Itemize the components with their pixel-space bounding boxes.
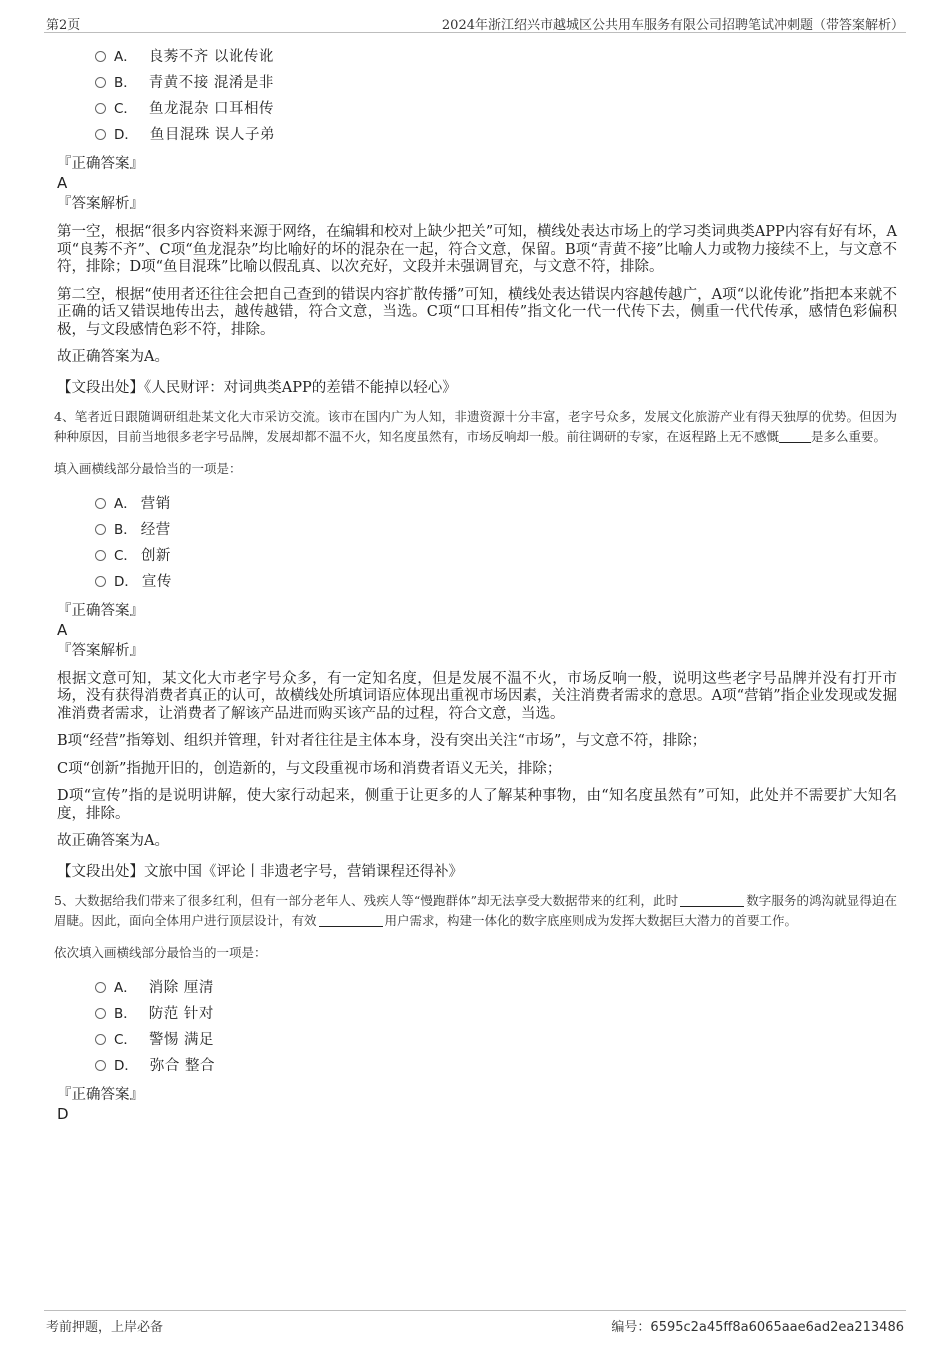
radio-icon[interactable] <box>95 498 106 509</box>
radio-icon[interactable] <box>95 77 106 88</box>
q3-analysis-2: 第二空，根据“使用者还往往会把自己查到的错误内容扩散传播”可知，横线处表达错误内容越传越广，A项“以讹传讹”指把本来就不正确的话又错误地传出去，越传越错，符合文意，当选。C项“口耳相传”指文化一代一代传下去，侧重一代代传承，感情色彩偏积极，与文段感情色彩不符，排除。 <box>57 286 897 338</box>
q4-answer: A <box>57 620 68 639</box>
q3-answer: A <box>57 174 68 192</box>
q3-options <box>95 44 897 148</box>
page-footer <box>44 1310 906 1341</box>
q3-source: 【文段出处】《人民财评：对词典类APP的差错不能掉以轻心》 <box>57 379 457 396</box>
q4-source: 【文段出处】文旅中国《评论丨非遗老字号，营销课程还得补》 <box>57 863 463 880</box>
q4-option-c[interactable]: C． 创新 <box>95 543 897 569</box>
footer-slogan: 考前押题，上岸必备 <box>46 1320 164 1335</box>
q4-blank <box>779 428 811 443</box>
q4-option-d[interactable]: D． 宣传 <box>95 569 897 595</box>
q4-analysis-2: B项“经营”指筹划、组织并管理，针对者往往是主体本身，没有突出关注“市场”，与文意不符，排除； <box>57 733 707 749</box>
correct-answer-label: 『正确答案』 <box>57 156 144 172</box>
q4-analysis-3: C项“创新”指抛开旧的，创造新的，与文段重视市场和消费者语义无关，排除； <box>57 760 562 777</box>
radio-icon[interactable] <box>95 129 106 140</box>
q5-blank-1 <box>680 892 744 907</box>
correct-answer-label: 『正确答案』 <box>57 602 144 619</box>
q5-option-b[interactable]: B． 防范 针对 <box>95 1001 897 1027</box>
radio-icon[interactable] <box>95 524 106 535</box>
q4-analysis-4: D项“宣传”指的是说明讲解，使大家行动起来，侧重于让更多的人了解某种事物，由“知名度虽然有”可知，此处并不需要扩大知名度，排除。 <box>57 788 897 822</box>
q4-hint: 填入画横线部分最恰当的一项是： <box>54 460 242 476</box>
q4-option-b[interactable]: B． 经营 <box>95 517 897 543</box>
document-title: 2024年浙江绍兴市越城区公共用车服务有限公司招聘笔试冲刺题（带答案解析） <box>441 18 904 33</box>
q4-options <box>95 491 897 595</box>
q4-analysis-1: 根据文意可知，某文化大市老字号众多，有一定知名度，但是发展不温不火，市场反响一般，说明这些老字号品牌并没有打开市场，没有获得消费者真正的认可，故横线处所填词语应体现出重视市场因素，关注消费者需求的意思。A项“营销”指企业发现或发掘准消费者需求，让消费者了解该产品进而购买该产品的过程，符合文意，当选。 <box>57 670 897 722</box>
q4-option-a[interactable]: A． 营销 <box>95 491 897 517</box>
q3-analysis-1: 第一空，根据“很多内容资料来源于网络，在编辑和校对上缺少把关”可知，横线处表达市场上的学习类词典类APP内容有好有坏，A项“良莠不齐”、C项“鱼龙混杂”均比喻好的坏的混杂在一起，符合文意，保留。B项“青黄不接”比喻人力或物力接续不上，与文意不符，排除；D项“鱼目混珠”比喻以假乱真、以次充好，文段并未强调冒充，与文意不符，排除。 <box>57 224 897 275</box>
radio-icon[interactable] <box>95 1008 106 1019</box>
q5-option-d[interactable]: D． 弥合 整合 <box>95 1053 897 1079</box>
radio-icon[interactable] <box>95 982 106 993</box>
q5-options <box>95 975 897 1079</box>
analysis-label: 『答案解析』 <box>57 196 144 212</box>
document-code: 编号：6595c2a45ff8a6065aae6ad2ea213486 <box>611 1320 904 1335</box>
q3-option-b[interactable]: B． 青黄不接 混淆是非 <box>95 70 897 96</box>
radio-icon[interactable] <box>95 1060 106 1071</box>
q5-answer: D <box>57 1104 69 1123</box>
q5-question: 5、大数据给我们带来了很多红利，但有一部分老年人、残疾人等“慢跑群体”却无法享受大数据带来的红利，此时 数字服务的鸿沟就显得迫在眉睫。因此，面向全体用户进行顶层设计，有效 用户需求，构建一体化的数字底座则成为发挥大数据巨大潜力的首要工作。 <box>54 892 897 928</box>
page-number: 第2页 <box>46 18 81 33</box>
q3-option-a[interactable]: A． 良莠不齐 以讹传讹 <box>95 44 897 70</box>
radio-icon[interactable] <box>95 576 106 587</box>
q5-option-a[interactable]: A． 消除 厘清 <box>95 975 897 1001</box>
radio-icon[interactable] <box>95 103 106 114</box>
q5-option-c[interactable]: C． 警惕 满足 <box>95 1027 897 1053</box>
document-body <box>54 44 897 1123</box>
radio-icon[interactable] <box>95 550 106 561</box>
q5-blank-2 <box>319 912 383 927</box>
q4-question: 4、笔者近日跟随调研组赴某文化大市采访交流。该市在国内广为人知，非遗资源十分丰富，老字号众多，发展文化旅游产业有得天独厚的优势。但因为种种原因，目前当地很多老字号品牌，发展却都不温不火，知名度虽然有，市场反响却一般。前往调研的专家，在返程路上无不感慨 是多么重要。 <box>54 408 897 444</box>
correct-answer-label: 『正确答案』 <box>57 1086 144 1103</box>
q3-analysis-3: 故正确答案为A。 <box>57 349 169 365</box>
analysis-label: 『答案解析』 <box>57 642 144 659</box>
q3-option-c[interactable]: C． 鱼龙混杂 口耳相传 <box>95 96 897 122</box>
radio-icon[interactable] <box>95 51 106 62</box>
page-header <box>44 12 906 33</box>
q3-option-d[interactable]: D． 鱼目混珠 误人子弟 <box>95 122 897 148</box>
q4-analysis-5: 故正确答案为A。 <box>57 833 169 849</box>
radio-icon[interactable] <box>95 1034 106 1045</box>
q5-hint: 依次填入画横线部分最恰当的一项是： <box>54 944 267 960</box>
